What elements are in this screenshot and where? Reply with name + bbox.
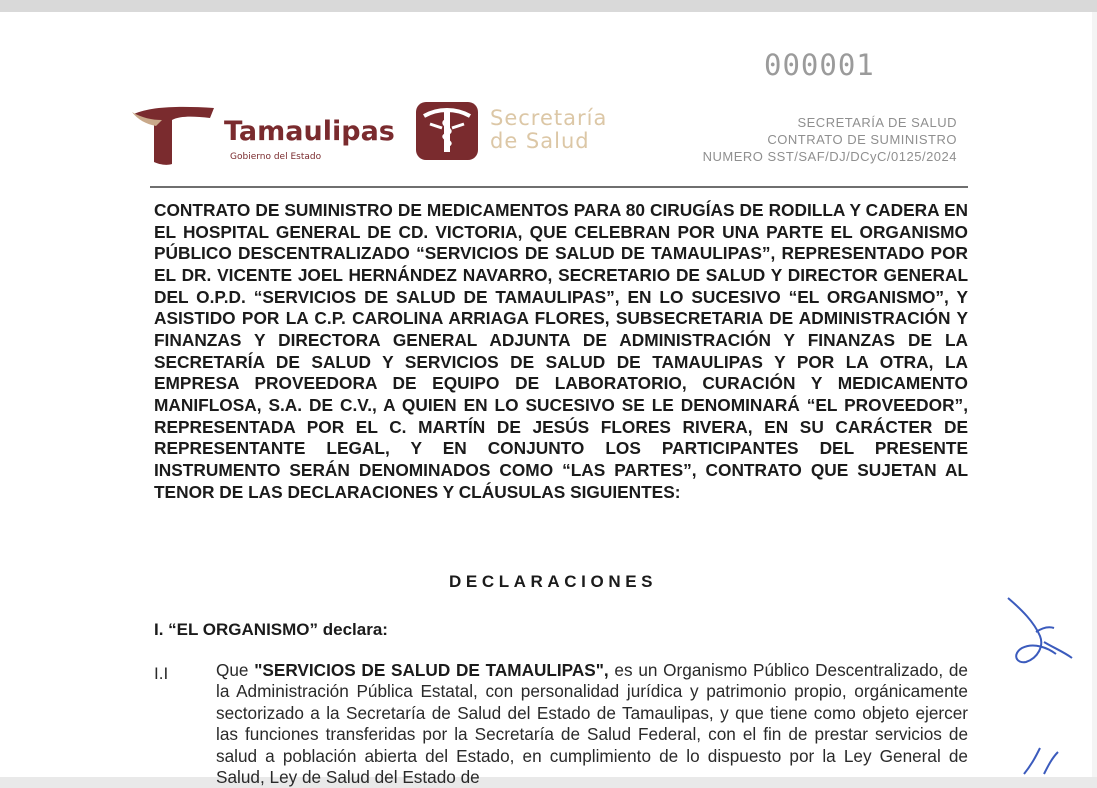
contract-reference	[703, 114, 957, 165]
health-emblem-icon	[416, 102, 478, 160]
clause-lead: Que	[216, 660, 249, 680]
ref-line-1: SECRETARÍA DE SALUD	[797, 115, 957, 130]
clause-text: es un Organismo Público Descentralizado, de la Administración Pública Estatal, con personalidad jurídica y patrimonio propio, orgánicamente sectorizado a la Secretaría de Salud del Estado de Tamaulipas, y que tiene como objeto ejercer las funciones transferidas por la Secretaría de Salud Federal, con el fin de prestar servicios de salud a población abierta del Estado, en cumplimiento de lo dispuesto por la Ley General de Salud, Ley de Salud del Estado de	[216, 660, 968, 788]
ref-line-2: CONTRATO DE SUMINISTRO	[767, 132, 957, 147]
declaraciones-heading: DECLARACIONES	[449, 572, 658, 591]
section-heading: I. “EL ORGANISMO” declara:	[154, 620, 388, 639]
secretaria-line-1: Secretaría	[490, 106, 608, 130]
contract-title: CONTRATO DE SUMINISTRO DE MEDICAMENTOS PARA 80 CIRUGÍAS DE RODILLA Y CADERA EN EL HOSPITAL GENERAL DE CD. VICTORIA, QUE CELEBRAN POR UNA PARTE EL ORGANISMO PÚBLICO DESCENTRALIZADO “SERVICIOS DE SALUD DE TAMAULIPAS”, REPRESENTADO POR EL DR. VICENTE JOEL HERNÁNDEZ NAVARRO, SECRETARIO DE SALUD Y DIRECTOR GENERAL DEL O.P.D. “SERVICIOS DE SALUD DE TAMAULIPAS”, EN LO SUCESIVO “EL ORGANISMO”, Y ASISTIDO POR LA C.P. CAROLINA ARRIAGA FLORES, SUBSECRETARIA DE ADMINISTRACIÓN Y FINANZAS Y DIRECTORA GENERAL ADJUNTA DE ADMINISTRACIÓN Y FINANZAS DE LA SECRETARÍA DE SALUD Y SERVICIOS DE SALUD DE TAMAULIPAS Y POR LA OTRA, LA EMPRESA PROVEEDORA DE EQUIPO DE LABORATORIO, CURACIÓN Y MEDICAMENTO MANIFLOSA, S.A. DE C.V., A QUIEN EN LO SUCESIVO SE LE DENOMINARÁ “EL PROVEEDOR”, REPRESENTADA POR EL C. MARTÍN DE JESÚS FLORES RIVERA, EN SU CARÁCTER DE REPRESENTANTE LEGAL, Y EN CONJUNTO LOS PARTICIPANTES DEL PRESENTE INSTRUMENTO SERÁN DENOMINADOS COMO “LAS PARTES”, CONTRATO QUE SUJETAN AL TENOR DE LAS DECLARACIONES Y CLÁUSULAS SIGUIENTES:	[154, 200, 968, 502]
tamaulipas-logo-icon	[132, 104, 216, 166]
clause-bold-name: "SERVICIOS DE SALUD DE TAMAULIPAS",	[254, 660, 609, 680]
folio-stamp: 000001	[764, 48, 875, 82]
page-edge	[1092, 12, 1097, 777]
clause-number: I.I	[154, 664, 169, 683]
brand-name: Tamaulipas	[224, 116, 395, 147]
margin-mark-icon	[1018, 744, 1068, 777]
secretaria-line-2: de Salud	[490, 129, 590, 153]
margin-signature-icon	[1000, 592, 1080, 688]
clause-body	[216, 660, 968, 788]
header-divider	[150, 186, 968, 188]
ref-line-3: NUMERO SST/SAF/DJ/DCyC/0125/2024	[702, 149, 957, 164]
secretaria-name	[490, 107, 607, 153]
brand-subtitle: Gobierno del Estado	[230, 152, 322, 162]
